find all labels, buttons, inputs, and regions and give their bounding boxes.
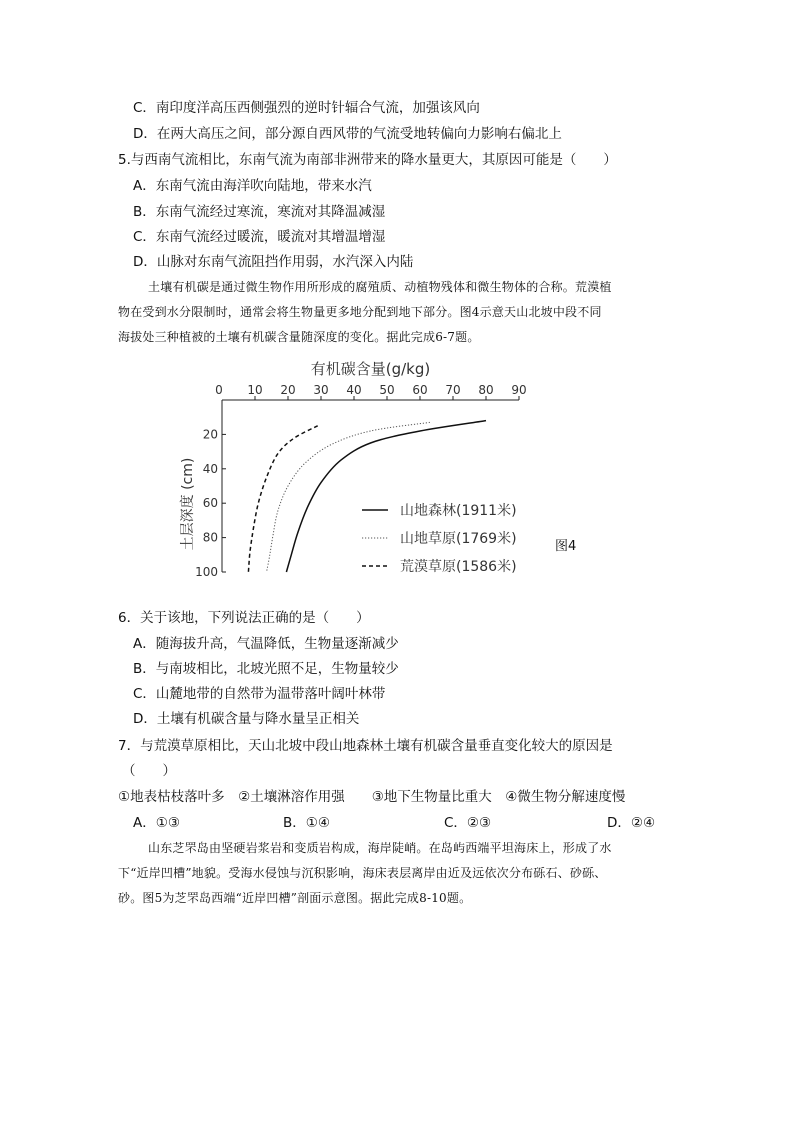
series-line-2	[267, 422, 430, 572]
y-tick-label: 40	[202, 461, 218, 476]
legend-label-3: 荒漠草原(1586米)	[400, 559, 517, 575]
q7-stem: 7．与荒漠草原相比，天山北坡中段山地森林土壤有机碳含量垂直变化较大的原因是	[118, 738, 613, 754]
q5-option-c: C．东南气流经过暖流，暖流对其增温增湿	[133, 229, 386, 245]
passage2-line3: 砂。图5为芝罘岛西端“近岸凹槽”剖面示意图。据此完成8-10题。	[118, 891, 472, 905]
q6-option-a: A．随海拔升高，气温降低，生物量逐渐减少	[133, 636, 399, 652]
q6-option-b: B．与南坡相比，北坡光照不足，生物量较少	[133, 661, 399, 677]
x-tick-label: 50	[379, 383, 395, 397]
legend-label-1: 山地森林(1911米)	[400, 503, 517, 519]
q7-bracket: （ ）	[122, 763, 176, 779]
passage1-line2: 物在受到水分限制时，通常会将生物量更多地分配到地下部分。图4示意天山北坡中段不同	[118, 305, 602, 319]
legend-label-2: 山地草原(1769米)	[400, 531, 517, 547]
y-tick-label: 100	[195, 565, 218, 579]
x-tick-label: 80	[478, 383, 494, 397]
x-tick-label: 30	[313, 383, 329, 397]
q5-option-a: A．东南气流由海洋吹向陆地，带来水汽	[133, 178, 372, 194]
passage2-line1: 山东芝罘岛由坚硬岩浆岩和变质岩构成，海岸陡峭。在岛屿西端平坦海床上，形成了水	[148, 841, 612, 855]
q4-option-c: C．南印度洋高压西侧强烈的逆时针辐合气流，加强该风向	[133, 100, 480, 116]
q5-option-b: B．东南气流经过寒流，寒流对其降温减湿	[133, 204, 386, 220]
q7-option-a: A．①③	[133, 815, 180, 831]
q6-option-d: D．土壤有机碳含量与降水量呈正相关	[133, 711, 360, 727]
y-axis-label: 土层深度 (cm)	[180, 457, 196, 551]
x-tick-label: 10	[247, 383, 263, 397]
q5-stem: 5.与西南气流相比，东南气流为南部非洲带来的降水量更大，其原因可能是（ ）	[118, 152, 617, 168]
passage2-line2: 下“近岸凹槽”地貌。受海水侵蚀与沉积影响，海床表层离岸由近及远依次分布砾石、砂砾、	[118, 866, 607, 880]
y-tick-label: 80	[202, 530, 218, 545]
figure-caption: 图4	[555, 539, 577, 554]
q7-option-b: B．①④	[283, 815, 330, 831]
q4-option-d: D．在两大高压之间，部分源自西风带的气流受地转偏向力影响右偏北上	[133, 126, 562, 142]
x-tick-label: 0	[215, 383, 223, 397]
q5-option-d: D．山脉对东南气流阻挡作用弱，水汽深入内陆	[133, 254, 414, 270]
x-tick-label: 20	[280, 383, 296, 397]
q7-items: ①地表枯枝落叶多 ②土壤淋溶作用强 ③地下生物量比重大 ④微生物分解速度慢	[118, 789, 626, 805]
x-tick-label: 60	[412, 383, 428, 397]
x-tick-label: 90	[511, 383, 527, 397]
passage1-line3: 海拔处三种植被的土壤有机碳含量随深度的变化。据此完成6-7题。	[118, 330, 480, 344]
y-tick-label: 20	[202, 427, 218, 442]
q7-option-c: C．②③	[444, 815, 492, 831]
series-line-3	[248, 426, 317, 572]
q7-option-d: D．②④	[607, 815, 656, 831]
chart-title: 有机碳含量(g/kg)	[310, 360, 431, 378]
x-tick-label: 70	[445, 383, 461, 397]
x-tick-label: 40	[346, 383, 362, 397]
series-line-1	[286, 421, 486, 572]
y-tick-label: 60	[202, 496, 218, 511]
passage1-line1: 土壤有机碳是通过微生物作用所形成的腐殖质、动植物残体和微生物体的合称。荒漠植	[148, 280, 612, 294]
q6-stem: 6．关于该地，下列说法正确的是（ ）	[118, 610, 370, 626]
q6-option-c: C．山麓地带的自然带为温带落叶阔叶林带	[133, 686, 386, 702]
soil-carbon-chart	[180, 355, 600, 585]
